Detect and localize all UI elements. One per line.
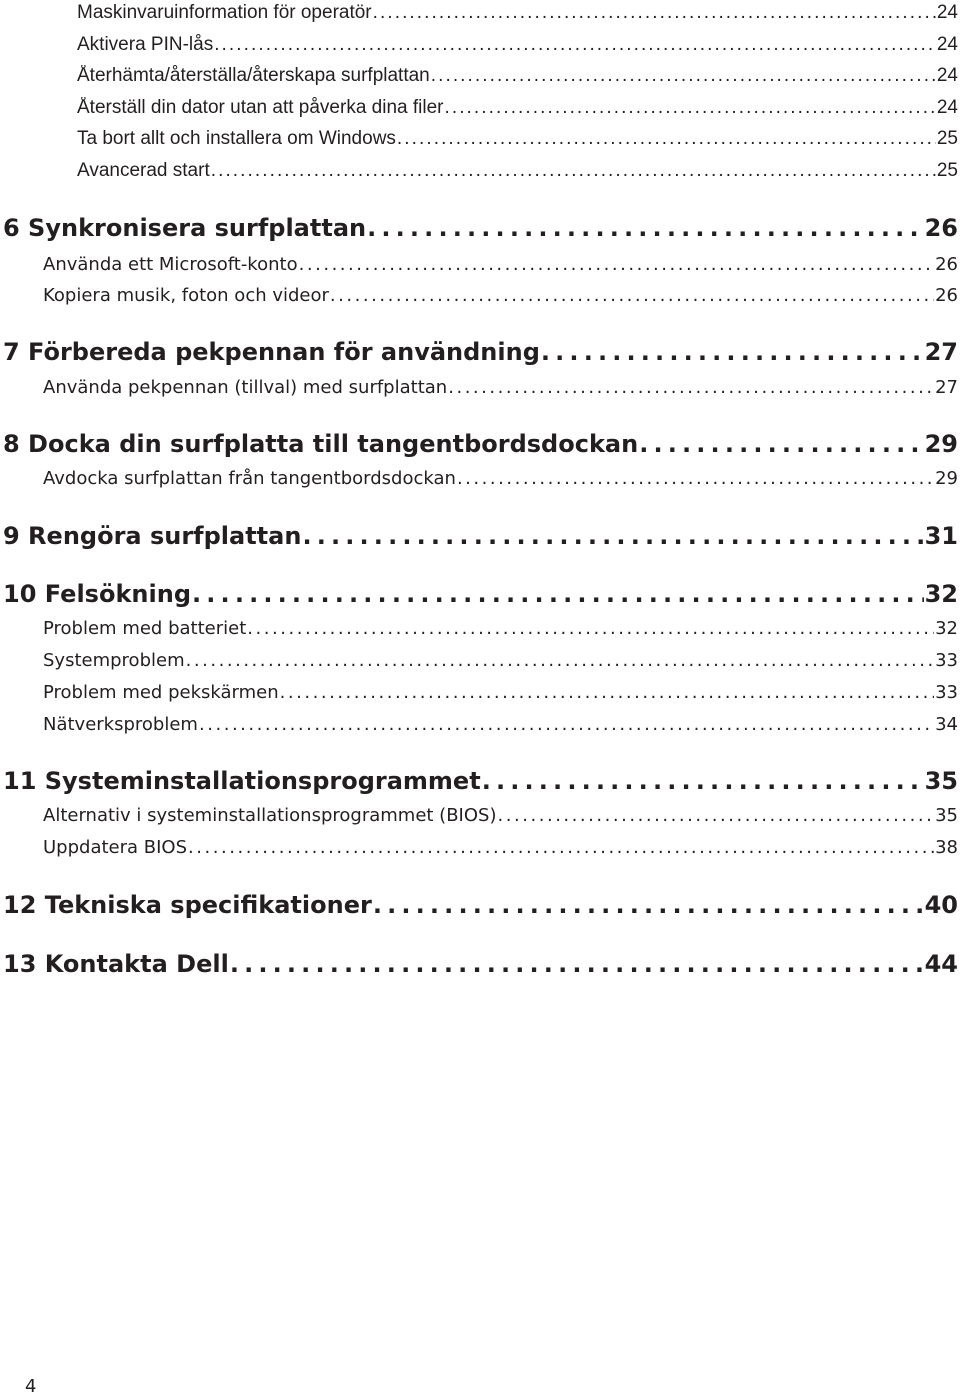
toc-entry-title: Maskinvaruinformation för operatör xyxy=(77,2,372,23)
toc-entry[interactable] xyxy=(43,285,958,306)
dot-leader xyxy=(188,837,934,858)
toc-entry-page: 24 xyxy=(936,65,958,86)
toc-entry-page: 35 xyxy=(935,805,958,826)
dot-leader xyxy=(373,2,936,24)
toc-chapter[interactable] xyxy=(3,767,958,795)
dot-leader xyxy=(230,950,924,978)
page-number: 4 xyxy=(25,1376,37,1397)
toc-chapter-title: 12 Tekniska specifikationer xyxy=(3,891,372,919)
dot-leader xyxy=(367,214,924,242)
toc-entry-page: 33 xyxy=(935,682,958,703)
dot-leader xyxy=(448,377,934,398)
toc-entry-title: Uppdatera BIOS xyxy=(43,837,188,858)
toc-entry[interactable] xyxy=(77,97,958,119)
toc-entry-title: Använda pekpennan (tillval) med surfplattan xyxy=(43,377,448,398)
toc-chapter[interactable] xyxy=(3,891,958,919)
toc-entry-page: 26 xyxy=(935,285,958,306)
toc-entry-page: 38 xyxy=(935,837,958,858)
dot-leader xyxy=(280,682,934,703)
toc-entry-title: Aktivera PIN-lås xyxy=(77,34,214,55)
toc-chapter[interactable] xyxy=(3,950,958,978)
toc-entry-page: 26 xyxy=(935,254,958,275)
dot-leader xyxy=(541,338,924,366)
dot-leader xyxy=(199,714,934,735)
toc-entry[interactable] xyxy=(77,34,958,56)
toc-entry-title: Kopiera musik, foton och videor xyxy=(43,285,329,306)
dot-leader xyxy=(192,580,924,608)
toc-entry-page: 33 xyxy=(935,650,958,671)
toc-chapter[interactable] xyxy=(3,338,958,366)
toc-chapter-title: 13 Kontakta Dell xyxy=(3,950,229,978)
toc-entry-title: Nätverksproblem xyxy=(43,714,198,735)
toc-chapter-page: 27 xyxy=(924,338,958,366)
toc-entry[interactable] xyxy=(43,254,958,275)
toc-entry[interactable] xyxy=(77,2,958,24)
dot-leader xyxy=(444,97,935,119)
toc-entry-page: 25 xyxy=(936,160,958,181)
toc-chapter[interactable] xyxy=(3,214,958,242)
dot-leader xyxy=(457,468,934,489)
toc-entry-title: Återhämta/återställa/återskapa surfplattan xyxy=(77,65,430,86)
dot-leader xyxy=(214,34,936,56)
toc-entry-title: Använda ett Microsoft-konto xyxy=(43,254,298,275)
toc-chapter-title: 9 Rengöra surfplattan xyxy=(3,522,302,550)
toc-entry-title: Avdocka surfplattan från tangentbordsdockan xyxy=(43,468,456,489)
dot-leader xyxy=(639,430,923,458)
toc-entry-page: 32 xyxy=(935,618,958,639)
toc-entry[interactable] xyxy=(43,650,958,671)
toc-chapter-page: 31 xyxy=(924,522,958,550)
toc-entry-title: Systemproblem xyxy=(43,650,185,671)
toc-entry[interactable] xyxy=(43,682,958,703)
toc-entry-page: 27 xyxy=(935,377,958,398)
dot-leader xyxy=(431,65,936,87)
toc-chapter-title: 10 Felsökning xyxy=(3,580,191,608)
toc-chapter-page: 40 xyxy=(924,891,958,919)
toc-entry-page: 24 xyxy=(936,2,958,23)
toc-chapter-title: 8 Docka din surfplatta till tangentbordsdockan xyxy=(3,430,639,458)
toc-entry[interactable] xyxy=(43,618,958,639)
dot-leader xyxy=(373,891,924,919)
toc-entry[interactable] xyxy=(43,837,958,858)
toc-chapter-page: 35 xyxy=(924,767,958,795)
toc-entry[interactable] xyxy=(43,805,958,826)
toc-entry[interactable] xyxy=(77,160,958,182)
toc-entry-title: Problem med pekskärmen xyxy=(43,682,279,703)
toc-entry-page: 25 xyxy=(936,128,958,149)
toc-entry-page: 34 xyxy=(935,714,958,735)
toc-chapter[interactable] xyxy=(3,580,958,608)
dot-leader xyxy=(482,767,924,795)
toc-entry-title: Återställ din dator utan att påverka dina filer xyxy=(77,97,444,118)
toc-entry-title: Ta bort allt och installera om Windows xyxy=(77,128,396,149)
toc-chapter-title: 7 Förbereda pekpennan för användning xyxy=(3,338,540,366)
toc-entry-title: Alternativ i systeminstallationsprogrammet (BIOS) xyxy=(43,805,497,826)
toc-chapter-title: 11 Systeminstallationsprogrammet xyxy=(3,767,481,795)
toc-chapter[interactable] xyxy=(3,522,958,550)
toc-chapter[interactable] xyxy=(3,430,958,458)
toc-chapter-title: 6 Synkronisera surfplattan xyxy=(3,214,367,242)
dot-leader xyxy=(299,254,935,275)
toc-entry[interactable] xyxy=(77,65,958,87)
toc-entry[interactable] xyxy=(77,128,958,150)
toc-entry[interactable] xyxy=(43,377,958,398)
dot-leader xyxy=(247,618,934,639)
dot-leader xyxy=(302,522,923,550)
toc-entry-title: Problem med batteriet xyxy=(43,618,247,639)
dot-leader xyxy=(497,805,934,826)
dot-leader xyxy=(397,128,936,150)
dot-leader xyxy=(330,285,934,306)
toc-chapter-page: 44 xyxy=(924,950,958,978)
toc-chapter-page: 26 xyxy=(924,214,958,242)
dot-leader xyxy=(211,160,936,182)
toc-entry[interactable] xyxy=(43,468,958,489)
toc-entry-page: 24 xyxy=(936,97,958,118)
dot-leader xyxy=(186,650,934,671)
toc-entry-title: Avancerad start xyxy=(77,160,210,181)
toc-entry-page: 24 xyxy=(936,34,958,55)
toc-chapter-page: 29 xyxy=(924,430,958,458)
toc-entry[interactable] xyxy=(43,714,958,735)
toc-entry-page: 29 xyxy=(935,468,958,489)
toc-chapter-page: 32 xyxy=(924,580,958,608)
